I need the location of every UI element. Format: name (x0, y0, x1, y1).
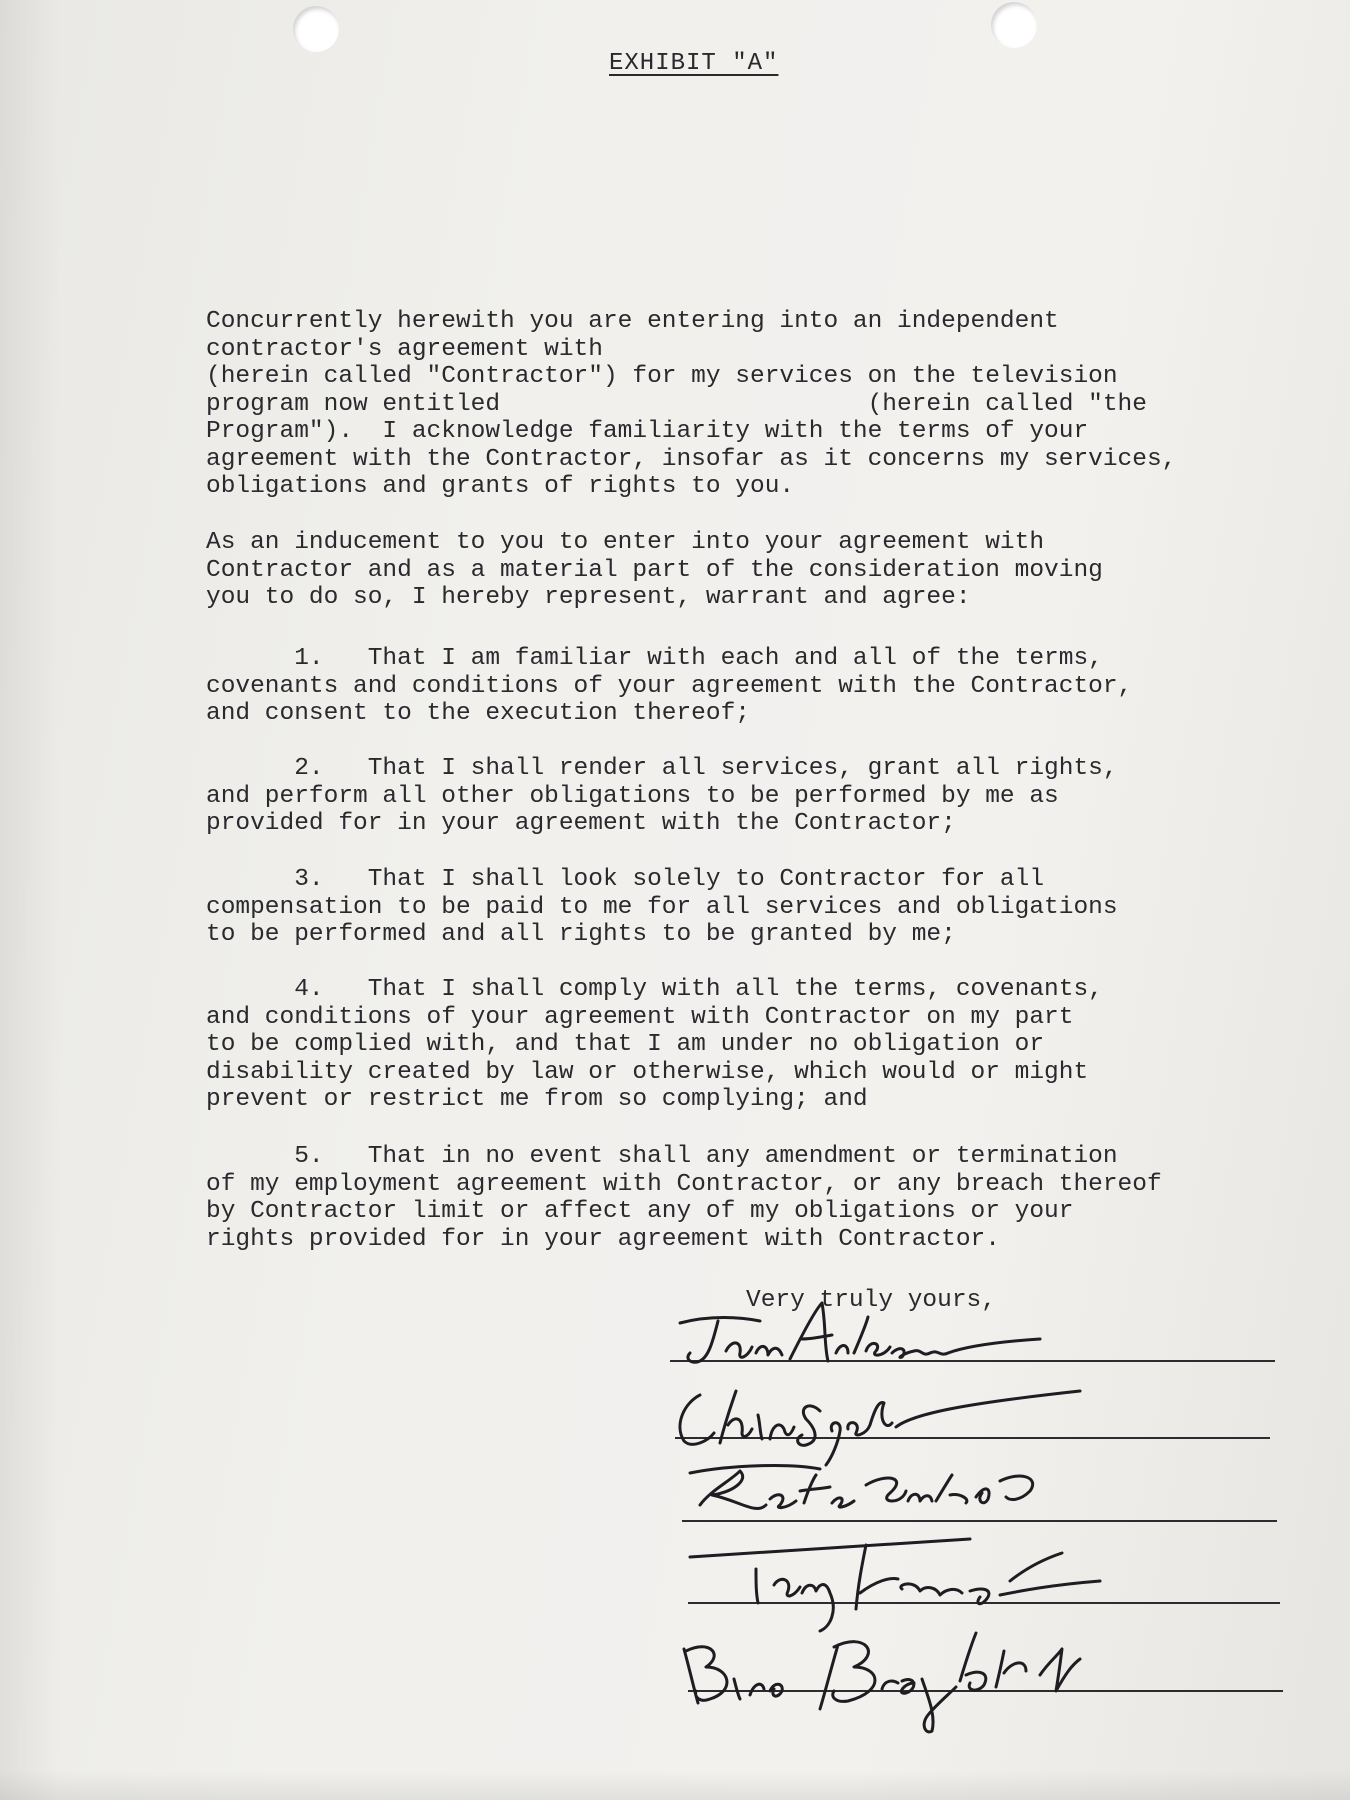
closing-salutation: Very truly yours, (746, 1287, 996, 1314)
signature-2 (680, 1391, 1080, 1465)
clause-4: 4. That I shall comply with all the terms, covenants, and conditions of your agreement with Contractor on my part to be complied with, and that I am under no obligation or disability created by law or otherwise, which would or might prevent or restrict me from so complying; and (206, 976, 1103, 1113)
signature-5 (684, 1633, 1080, 1732)
signature-1 (680, 1303, 1040, 1362)
exhibit-title: EXHIBIT "A" (609, 50, 779, 77)
signature-4 (690, 1539, 1100, 1631)
punch-hole-left (293, 6, 339, 52)
paper-edge-shadow (0, 0, 60, 1800)
clause-3: 3. That I shall look solely to Contractor for all compensation to be paid to me for all services and obligations to be performed and all rights to be granted by me; (206, 866, 1118, 948)
page-bottom-shadow (0, 1770, 1350, 1800)
intro-paragraph: Concurrently herewith you are entering into an independent contractor's agreement with (herein called "Contractor") for my services on the television program now entitled (herein called "the Program"). I acknowledge familiarity with the terms of your agreement with the Contractor, insofar as it concerns my services, obligations and grants of rights to you. (206, 308, 1177, 500)
clause-2: 2. That I shall render all services, grant all rights, and perform all other obligations to be performed by me as provided for in your agreement with the Contractor; (206, 755, 1118, 837)
inducement-paragraph: As an inducement to you to enter into your agreement with Contractor and as a material part of the consideration moving you to do so, I hereby represent, warrant and agree: (206, 529, 1103, 611)
punch-hole-right (991, 2, 1037, 48)
clause-1: 1. That I am familiar with each and all of the terms, covenants and conditions of your agreement with the Contractor, and consent to the execution thereof; (206, 645, 1133, 727)
handwritten-signatures (670, 1295, 1310, 1735)
clause-5: 5. That in no event shall any amendment or termination of my employment agreement with Contractor, or any breach thereof by Contractor limit or affect any of my obligations or your rights provided for in your agreement with Contractor. (206, 1143, 1162, 1253)
signature-3 (690, 1466, 1033, 1509)
